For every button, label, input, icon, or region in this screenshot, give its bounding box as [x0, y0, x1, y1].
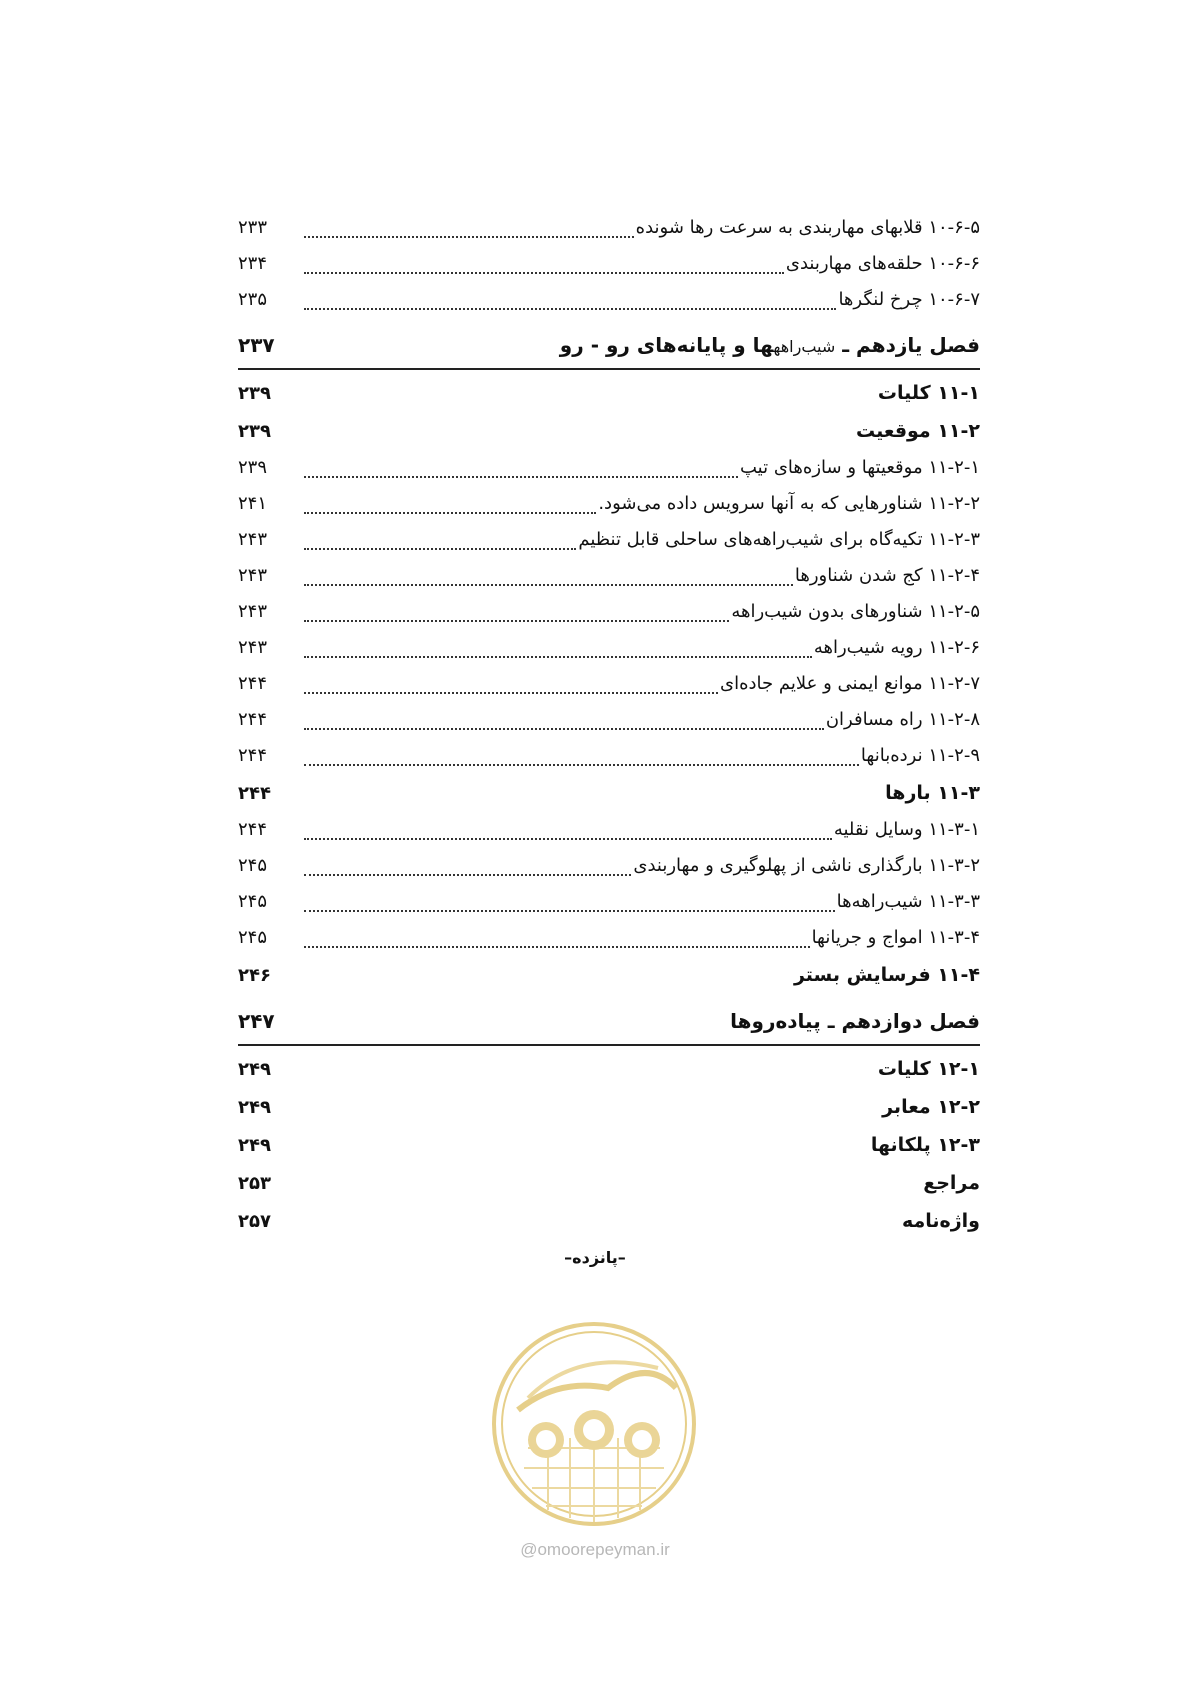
- toc-entry-title: ۱۱-۳-۳ شیب‌راهه‌ها: [836, 891, 980, 912]
- toc-entry-title: ۱۱-۲-۵ شناورهای بدون شیب‌راهه: [731, 601, 980, 622]
- toc-item-row: [238, 246, 980, 282]
- toc-page-number: ۲۴۳: [238, 565, 268, 586]
- toc-page-number: ۲۴۴: [238, 745, 268, 766]
- toc-entry-title: [560, 322, 980, 370]
- chapter-title-start: فصل یازدهم ـ: [842, 333, 980, 357]
- toc-page-number: ۲۴۳: [238, 601, 268, 622]
- toc-section-row: [238, 1202, 980, 1240]
- toc-page-number: ۲۳۹: [238, 421, 271, 442]
- toc-item-row: [238, 282, 980, 318]
- toc-entry-title: ۱۱-۲-۹ نرده‌بانها: [860, 745, 980, 766]
- toc-section-row: [238, 774, 980, 812]
- dot-leader: [304, 838, 832, 840]
- toc-page-number: ۲۴۴: [238, 819, 268, 840]
- toc-section-row: [238, 956, 980, 994]
- toc-section-row: [238, 1050, 980, 1088]
- toc-entry-title: ۱۱-۲-۸ راه مسافران: [825, 709, 980, 730]
- toc-item-row: [238, 558, 980, 594]
- toc-item-row: [238, 884, 980, 920]
- toc-chapter-row: [238, 998, 980, 1046]
- toc-entry-title: ۱۱-۲-۱ موقعیتها و سازه‌های تیپ: [740, 457, 980, 478]
- toc-page-number: ۲۴۷: [238, 1009, 275, 1033]
- toc-entry-title: ۱۱-۲-۶ رویه شیب‌راهه: [813, 637, 980, 658]
- dot-leader: [304, 874, 631, 876]
- toc-entry-title: مراجع: [923, 1172, 980, 1194]
- toc-item-row: [238, 450, 980, 486]
- dot-leader: [304, 308, 836, 310]
- toc-entry-title: ۱۱-۲-۷ موانع ایمنی و علایم جاده‌ای: [720, 673, 980, 694]
- toc-item-row: [238, 666, 980, 702]
- toc-section-row: [238, 374, 980, 412]
- toc-page-number: ۲۴۳: [238, 529, 268, 550]
- toc-page-number: ۲۴۵: [238, 891, 268, 912]
- toc-entry-title: ۱۰-۶-۶ حلقه‌های مهاربندی: [785, 253, 980, 274]
- watermark-url: @omoorepeyman.ir: [520, 1540, 670, 1559]
- toc-page-number: ۲۴۵: [238, 855, 268, 876]
- table-of-contents: [238, 210, 980, 1240]
- toc-entry-title: واژه‌نامه: [901, 1210, 980, 1232]
- toc-page-number: ۲۵۳: [238, 1173, 271, 1194]
- dot-leader: [304, 512, 596, 514]
- toc-section-row: [238, 1126, 980, 1164]
- toc-item-row: [238, 848, 980, 884]
- toc-page-number: ۲۳۳: [238, 217, 268, 238]
- toc-entry-title: ۱۱-۳-۱ وسایل نقلیه: [833, 819, 980, 840]
- dot-leader: [304, 656, 812, 658]
- toc-entry-title: ۱۱-۳ بارها: [885, 782, 980, 804]
- toc-entry-title: ۱۱-۲ موقعیت: [855, 420, 980, 442]
- toc-entry-title: فصل دوازدهم ـ پیاده‌روها: [730, 1009, 980, 1033]
- chapter-title-subtitle: شیب‌راهه: [773, 337, 836, 356]
- toc-page-number: ۲۴۹: [238, 1135, 271, 1156]
- toc-item-row: [238, 812, 980, 848]
- toc-entry-title: ۱۱-۳-۴ امواج و جریانها: [811, 927, 980, 948]
- dot-leader: [304, 946, 810, 948]
- toc-entry-title: ۱۱-۲-۴ کج شدن شناورها: [794, 565, 980, 586]
- toc-item-row: [238, 920, 980, 956]
- dot-leader: [304, 476, 738, 478]
- toc-page-number: ۲۳۹: [238, 383, 271, 404]
- toc-item-row: [238, 486, 980, 522]
- dot-leader: [304, 910, 835, 912]
- toc-entry-title: ۱۱-۲-۲ شناورهایی که به آنها سرویس داده می‌شود.: [598, 493, 980, 514]
- toc-page-number: ۲۴۱: [238, 493, 268, 514]
- dot-leader: [304, 584, 793, 586]
- toc-entry-title: ۱۱-۱ کلیات: [877, 382, 980, 404]
- toc-entry-title: ۱۲-۳ پلکانها: [870, 1134, 980, 1156]
- toc-page-number: ۲۴۵: [238, 927, 268, 948]
- toc-item-row: [238, 738, 980, 774]
- toc-item-row: [238, 522, 980, 558]
- toc-entry-title: ۱۲-۲ معابر: [882, 1096, 980, 1118]
- toc-entry-title: ۱۱-۲-۳ تکیه‌گاه برای شیب‌راهه‌های ساحلی قابل تنظیم: [578, 529, 980, 550]
- watermark-seal-logo: [488, 1318, 700, 1530]
- toc-entry-title: ۱۱-۴ فرسایش بستر: [793, 964, 980, 986]
- dot-leader: [304, 272, 784, 274]
- toc-page-number: ۲۴۴: [238, 709, 268, 730]
- toc-entry-title: ۱۱-۳-۲ بارگذاری ناشی از پهلوگیری و مهاربندی: [633, 855, 980, 876]
- toc-item-row: [238, 630, 980, 666]
- toc-section-row: [238, 1164, 980, 1202]
- chapter-title-rest: ها و پایانه‌های رو - رو: [559, 333, 774, 357]
- toc-page-number: ۲۳۷: [238, 333, 275, 357]
- dot-leader: [304, 692, 718, 694]
- toc-section-row: [238, 1088, 980, 1126]
- toc-page-number: ۲۴۴: [238, 673, 268, 694]
- toc-page-number: ۲۵۷: [238, 1211, 271, 1232]
- toc-item-row: [238, 702, 980, 738]
- toc-section-row: [238, 412, 980, 450]
- toc-item-row: [238, 594, 980, 630]
- toc-entry-title: ۱۰-۶-۷ چرخ لنگرها: [838, 289, 980, 310]
- toc-entry-title: ۱۲-۱ کلیات: [877, 1058, 980, 1080]
- page-number-footer: –پانزده–: [564, 1248, 626, 1267]
- toc-item-row: [238, 210, 980, 246]
- dot-leader: [304, 620, 729, 622]
- toc-page-number: ۲۴۹: [238, 1097, 271, 1118]
- toc-page-number: ۲۴۳: [238, 637, 268, 658]
- toc-page-number: ۲۴۴: [238, 783, 271, 804]
- dot-leader: [304, 236, 634, 238]
- toc-page-number: ۲۳۵: [238, 289, 268, 310]
- toc-page-number: ۲۳۴: [238, 253, 268, 274]
- toc-page-number: ۲۴۹: [238, 1059, 271, 1080]
- toc-page-number: ۲۳۹: [238, 457, 268, 478]
- toc-chapter-row: [238, 322, 980, 370]
- toc-entry-title: ۱۰-۶-۵ قلابهای مهاربندی به سرعت رها شونده: [635, 217, 980, 238]
- dot-leader: [304, 764, 859, 766]
- dot-leader: [304, 728, 824, 730]
- toc-page-number: ۲۴۶: [238, 965, 271, 986]
- dot-leader: [304, 548, 576, 550]
